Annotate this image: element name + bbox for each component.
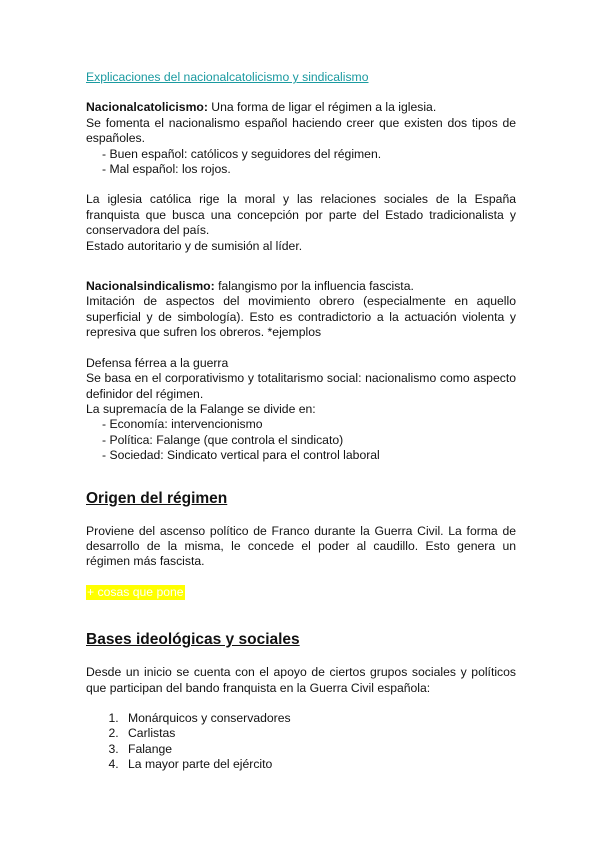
list-item: - Sociedad: Sindicato vertical para el control laboral	[102, 448, 516, 463]
origen-heading: Origen del régimen	[86, 489, 228, 507]
list-item: - Economía: intervencionismo	[102, 417, 516, 432]
term-def: falangismo por la influencia fascista.	[214, 279, 414, 294]
bases-heading: Bases ideológicas y sociales	[86, 631, 300, 649]
paragraph: Defensa férrea a la guerra	[86, 355, 229, 370]
explanation-link[interactable]: Explicaciones del nacionalcatolicismo y sindicalismo	[86, 70, 369, 84]
list-item: - Política: Falange (que controla el sindicato)	[102, 433, 516, 448]
document-page	[86, 70, 516, 773]
list-item: 3. Falange	[122, 742, 516, 757]
nacionalsindicalismo-definition	[86, 279, 516, 294]
paragraph: Proviene del ascenso político de Franco durante la Guerra Civil. La forma de desarrollo de la misma, le concede el poder al caudillo. Esto genera un régimen más fascista.	[86, 523, 516, 569]
paragraph: Se fomenta el nacionalismo español haciendo creer que existen dos tipos de españoles.	[86, 115, 516, 146]
list-item: - Buen español: católicos y seguidores del régimen.	[102, 147, 516, 162]
paragraph: La iglesia católica rige la moral y las relaciones sociales de la España franquista que busca una concepción por parte del Estado tradicionalista y conservadora del país.	[86, 192, 516, 238]
list-item: 4. La mayor parte del ejército	[122, 757, 516, 772]
highlighted-note: + cosas que pone	[87, 584, 184, 599]
paragraph: Imitación de aspectos del movimiento obrero (especialmente en aquello superficial y de simbología). Esto es contradictorio a la actuación violenta y represiva que sufren los obreros. *ejemplos	[86, 294, 516, 340]
term: Nacionalsindicalismo:	[86, 279, 215, 294]
list-item: - Mal español: los rojos.	[102, 162, 516, 177]
nacionalcatolicismo-definition	[86, 100, 516, 115]
paragraph: Se basa en el corporativismo y totalitarismo social: nacionalismo como aspecto definidor del régimen.	[86, 371, 516, 401]
list-item: 1. Monárquicos y conservadores	[122, 711, 516, 726]
dash-list	[86, 417, 516, 463]
paragraph: Desde un inicio se cuenta con el apoyo de ciertos grupos sociales y políticos que participan del bando franquista en la Guerra Civil española:	[86, 665, 516, 695]
term-def: Una forma de ligar el régimen a la iglesia.	[207, 100, 437, 115]
paragraph: Estado autoritario y de sumisión al líder.	[86, 238, 303, 253]
numbered-list	[86, 711, 516, 773]
dash-list	[86, 147, 516, 178]
paragraph: La supremacía de la Falange se divide en:	[86, 401, 316, 416]
term: Nacionalcatolicismo:	[86, 100, 208, 115]
list-item: 2. Carlistas	[122, 726, 516, 741]
